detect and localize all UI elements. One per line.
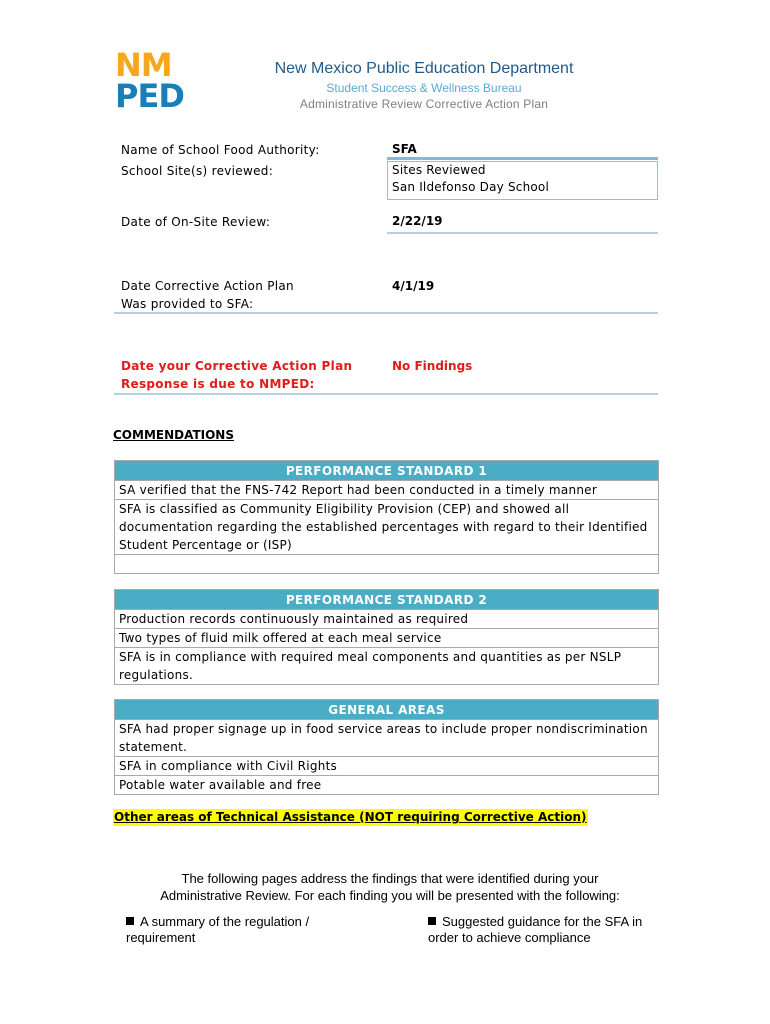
response-due-label-line2: Response is due to NMPED: [121, 377, 315, 391]
cap-provided-label-line2: Was provided to SFA: [121, 297, 254, 311]
findings-intro-text: The following pages address the findings that were identified during your Administrative Review. For each finding you will be presented with the following: [160, 871, 620, 903]
cap-provided-label-line1: Date Corrective Action Plan [121, 279, 294, 293]
onsite-review-value: 2/22/19 [392, 214, 443, 228]
bullet-regulation-summary [126, 914, 309, 946]
table-row: Production records continuously maintained as required [115, 609, 658, 628]
sfa-name-label: Name of School Food Authority: [121, 143, 320, 157]
performance-standard-1-table [114, 460, 659, 574]
bullet-text: Suggested guidance for the SFA in [442, 914, 643, 929]
technical-assistance-heading: Other areas of Technical Assistance (NOT requiring Corrective Action) [114, 810, 587, 824]
sites-reviewed-value: San Ildefonso Day School [392, 180, 549, 194]
table-row: Potable water available and free [115, 775, 658, 794]
bullet-text: A summary of the regulation / [140, 914, 310, 929]
bullet-square-icon [126, 917, 134, 925]
table-header: GENERAL AREAS [115, 700, 658, 719]
sites-reviewed-label: School Site(s) reviewed: [121, 164, 274, 178]
onsite-review-label: Date of On-Site Review: [121, 215, 271, 229]
table-header: PERFORMANCE STANDARD 1 [115, 461, 658, 480]
table-header: PERFORMANCE STANDARD 2 [115, 590, 658, 609]
sites-reviewed-box [387, 161, 658, 200]
table-row: Two types of fluid milk offered at each meal service [115, 628, 658, 647]
sfa-name-rule [387, 157, 658, 160]
onsite-review-rule [387, 232, 658, 234]
bullet-text: order to achieve compliance [428, 930, 591, 945]
general-areas-table [114, 699, 659, 795]
bullet-square-icon [428, 917, 436, 925]
table-row: SFA is in compliance with required meal components and quantities as per NSLP regulations. [115, 647, 658, 684]
table-row: SFA had proper signage up in food service areas to include proper nondiscrimination statement. [115, 719, 658, 756]
bullet-suggested-guidance [428, 914, 642, 946]
logo-bottom-text: PED [115, 77, 184, 115]
department-title: New Mexico Public Education Department [274, 60, 574, 77]
commendations-heading: COMMENDATIONS [113, 428, 234, 442]
table-row: SFA is classified as Community Eligibility Provision (CEP) and showed all documentation regarding the established percentages with regard to their Identified Student Percentage or (ISP) [115, 499, 658, 554]
cap-provided-value: 4/1/19 [392, 279, 435, 293]
response-due-value: No Findings [392, 359, 473, 373]
bureau-subtitle: Student Success & Wellness Bureau [326, 81, 522, 95]
response-due-label-line1: Date your Corrective Action Plan [121, 359, 353, 373]
performance-standard-2-table [114, 589, 659, 685]
bullet-text: requirement [126, 930, 196, 945]
table-row: SFA in compliance with Civil Rights [115, 756, 658, 775]
sites-reviewed-header: Sites Reviewed [392, 163, 486, 177]
table-row: SA verified that the FNS-742 Report had been conducted in a timely manner [115, 480, 658, 499]
logo-top-text: NM [115, 46, 172, 84]
response-due-rule [114, 393, 658, 395]
table-row [115, 554, 658, 573]
sfa-name-value: SFA [392, 142, 417, 156]
document-title: Administrative Review Corrective Action Plan [299, 97, 549, 111]
cap-provided-rule [114, 312, 658, 314]
